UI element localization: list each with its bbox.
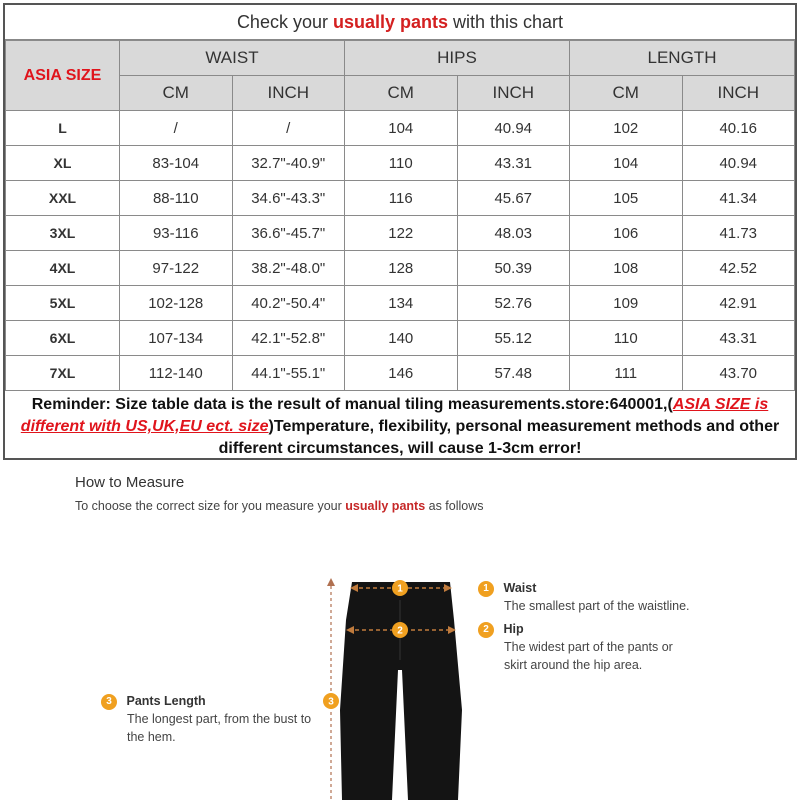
table-cell: 40.2"-50.4" [232,286,345,321]
table-cell: 102-128 [120,286,233,321]
table-cell: 44.1"-55.1" [232,356,345,391]
hip-title: Hip [503,622,524,636]
unit-header: CM [120,76,233,111]
table-cell: 102 [570,111,683,146]
size-cell: XXL [6,181,120,216]
waist-number-badge: 1 [478,581,494,597]
table-cell: 116 [345,181,458,216]
size-table [5,40,795,391]
table-cell: 110 [345,146,458,181]
table-row [6,216,795,251]
table-row [6,111,795,146]
table-cell: 48.03 [457,216,570,251]
hip-description-line1: The widest part of the pants or [504,640,673,654]
waist-title: Waist [503,581,537,595]
size-cell: 5XL [6,286,120,321]
table-cell: 107-134 [120,321,233,356]
size-cell: 3XL [6,216,120,251]
table-cell: 104 [570,146,683,181]
hip-badge-num: 2 [397,625,403,637]
table-cell: 140 [345,321,458,356]
table-cell: 42.52 [682,251,795,286]
pants-icon [340,582,462,800]
table-cell: / [232,111,345,146]
table-cell: 45.67 [457,181,570,216]
table-cell: 34.6"-43.3" [232,181,345,216]
table-cell: 93-116 [120,216,233,251]
table-cell: 106 [570,216,683,251]
length-number-badge: 3 [101,694,117,710]
table-cell: 41.73 [682,216,795,251]
table-row [6,146,795,181]
table-cell: 128 [345,251,458,286]
how-to-measure-subtitle: To choose the correct size for you measure your usually pants as follows [75,499,484,513]
measure-figure [0,560,800,800]
table-row [6,286,795,321]
table-cell: 122 [345,216,458,251]
table-cell: 88-110 [120,181,233,216]
subtitle-highlight: usually pants [345,499,426,513]
table-row [6,181,795,216]
table-cell: / [120,111,233,146]
table-cell: 42.91 [682,286,795,321]
table-cell: 40.94 [682,146,795,181]
table-cell: 42.1"-52.8" [232,321,345,356]
length-badge-num: 3 [328,696,334,708]
waist-label [478,579,690,615]
unit-header: CM [570,76,683,111]
table-cell: 104 [345,111,458,146]
waist-badge-num: 1 [397,583,403,595]
table-cell: 112-140 [120,356,233,391]
asia-size-header: ASIA SIZE [6,41,120,111]
table-cell: 40.16 [682,111,795,146]
table-cell: 134 [345,286,458,321]
length-description-line2: the hem. [127,730,176,744]
table-row [6,321,795,356]
table-cell: 109 [570,286,683,321]
table-cell: 32.7"-40.9" [232,146,345,181]
unit-header: CM [345,76,458,111]
table-cell: 110 [570,321,683,356]
table-cell: 108 [570,251,683,286]
table-row [6,251,795,286]
chart-title: Check your usually pants with this chart [5,5,795,40]
table-cell: 43.31 [682,321,795,356]
reminder-note: Reminder: Size table data is the result of manual tiling measurements.store:640001,(ASIA SIZE is different with US,UK,EU ect. size)Temperature, flexibility, personal measurement methods and other different circumstances, will cause 1-3cm error! [20,396,780,457]
table-cell: 38.2"-48.0" [232,251,345,286]
hips-header: HIPS [345,41,570,76]
hip-number-badge: 2 [478,622,494,638]
length-header: LENGTH [570,41,795,76]
size-cell: 6XL [6,321,120,356]
size-cell: XL [6,146,120,181]
length-arrow-icon [327,578,335,586]
table-cell: 97-122 [120,251,233,286]
size-chart [3,3,797,460]
hip-label [478,620,673,674]
size-cell: L [6,111,120,146]
unit-header: INCH [232,76,345,111]
table-cell: 111 [570,356,683,391]
length-label [101,692,311,746]
length-description-line1: The longest part, from the bust to [127,712,312,726]
size-cell: 4XL [6,251,120,286]
table-cell: 146 [345,356,458,391]
table-cell: 55.12 [457,321,570,356]
table-row [6,356,795,391]
table-cell: 40.94 [457,111,570,146]
waist-header: WAIST [120,41,345,76]
size-cell: 7XL [6,356,120,391]
unit-header: INCH [457,76,570,111]
waist-description: The smallest part of the waistline. [504,599,690,613]
table-cell: 57.48 [457,356,570,391]
length-title: Pants Length [126,694,206,708]
unit-header: INCH [682,76,795,111]
hip-description-line2: skirt around the hip area. [504,658,643,672]
title-highlight: usually pants [332,12,449,32]
table-cell: 36.6"-45.7" [232,216,345,251]
table-cell: 41.34 [682,181,795,216]
table-cell: 50.39 [457,251,570,286]
table-cell: 105 [570,181,683,216]
how-to-measure-title: How to Measure [75,474,185,491]
table-cell: 43.70 [682,356,795,391]
table-cell: 83-104 [120,146,233,181]
reminder-highlight: ASIA SIZE is different with US,UK,EU ect. size [20,396,769,435]
table-cell: 43.31 [457,146,570,181]
table-cell: 52.76 [457,286,570,321]
